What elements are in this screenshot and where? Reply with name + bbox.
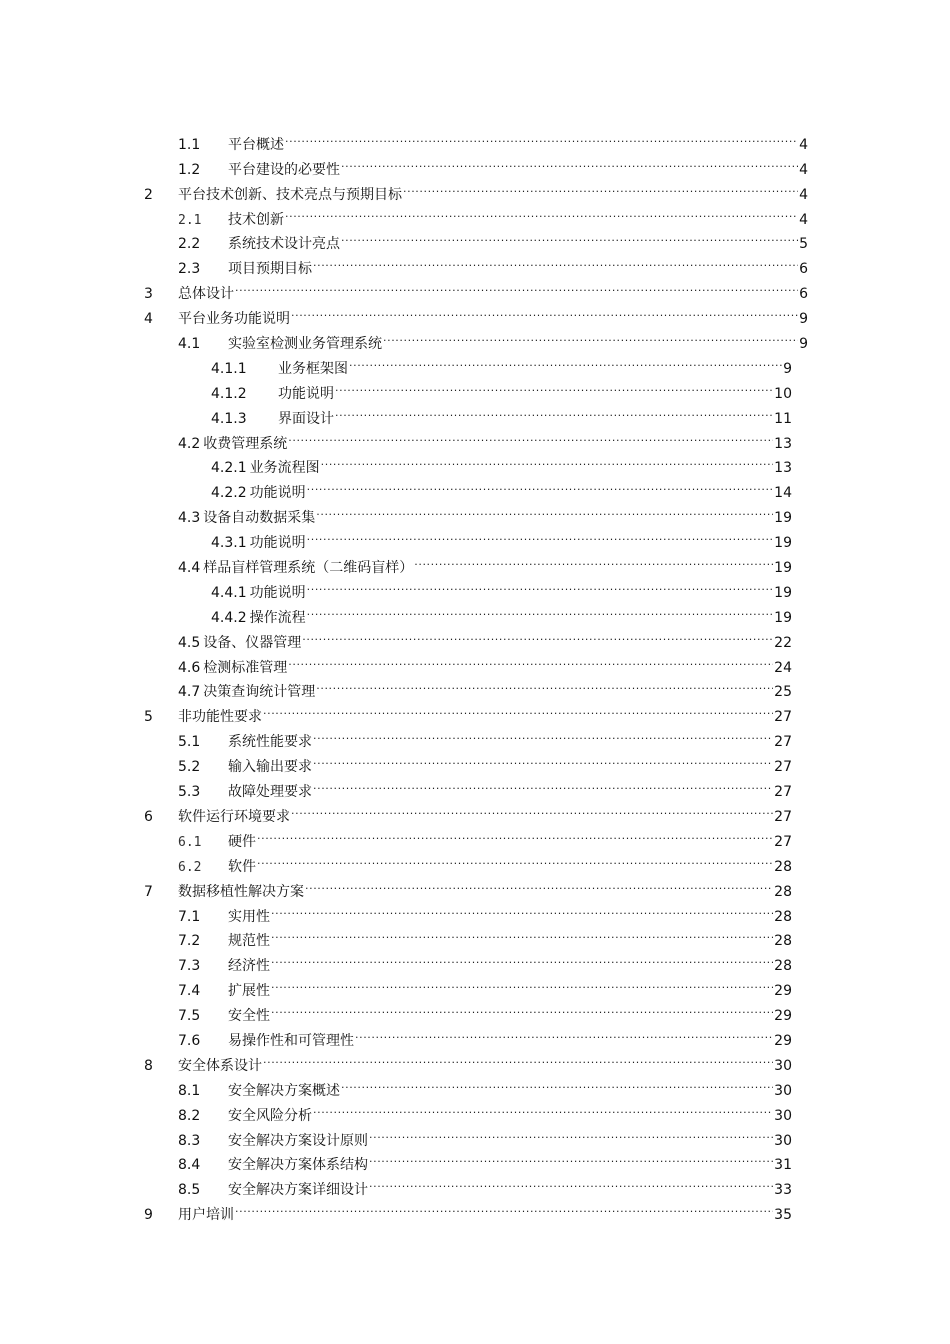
toc-entry-number: 4.4 [178,560,201,577]
toc-entry-title: 故障处理要求 [228,784,312,801]
toc-entry-number: 4.2.2 [211,485,247,502]
table-of-contents [0,124,950,1224]
toc-entry-number: 5.1 [178,734,201,751]
toc-entry-page: 29 [774,1032,792,1049]
toc-dot-leader [291,298,798,323]
toc-entry-number: 8.1 [178,1082,201,1099]
toc-entry[interactable] [0,597,950,626]
toc-entry-page: 29 [774,983,792,1000]
toc-entry-page: 4 [799,211,808,228]
toc-entry-number: 7 [144,883,153,900]
toc-entry-page: 27 [774,759,792,776]
toc-entry-title: 实验室检测业务管理系统 [228,336,382,353]
toc-dot-leader [341,1070,773,1095]
toc-entry[interactable] [0,373,950,402]
toc-entry-number: 4.6 [178,659,201,676]
toc-entry-page: 4 [799,186,808,203]
toc-entry-title: 安全风险分析 [228,1107,312,1124]
toc-dot-leader [355,1020,773,1045]
toc-entry-title: 功能说明 [278,385,334,402]
toc-entry-title: 设备自动数据采集 [203,510,316,527]
toc-entry-number: 7.5 [178,1008,201,1025]
toc-entry-number: 4.3 [178,510,201,527]
toc-dot-leader [321,448,774,473]
toc-dot-leader [313,721,773,746]
toc-entry-title: 决策查询统计管理 [203,684,316,701]
toc-dot-leader [313,771,773,796]
toc-entry-page: 28 [774,908,792,925]
toc-entry-page: 27 [774,833,792,850]
toc-entry-title: 软件 [228,858,256,875]
toc-entry[interactable] [0,398,950,427]
toc-entry[interactable] [0,572,950,601]
toc-entry-page: 29 [774,1008,792,1025]
toc-entry-page: 30 [774,1132,792,1149]
toc-entry-number: 4.3.1 [211,535,247,552]
toc-entry-title: 输入输出要求 [228,759,312,776]
toc-entry-page: 4 [799,136,808,153]
toc-entry[interactable] [0,821,950,850]
toc-entry-number: 6 [144,808,153,825]
toc-dot-leader [313,1095,773,1120]
toc-entry[interactable] [0,423,950,452]
toc-entry-page: 19 [774,510,792,527]
toc-entry-page: 6 [799,286,808,303]
toc-entry-page: 24 [774,659,792,676]
toc-entry[interactable] [0,721,950,751]
toc-dot-leader [335,398,773,423]
toc-dot-leader [291,796,773,821]
toc-entry-page: 22 [774,634,792,651]
toc-entry-page: 27 [774,784,792,801]
toc-entry-page: 35 [774,1207,792,1224]
toc-entry-title: 安全解决方案概述 [228,1082,340,1099]
toc-entry-number: 2.2 [178,236,201,253]
toc-entry-page: 28 [774,958,792,975]
toc-entry-title: 平台技术创新、技术亮点与预期目标 [178,186,402,203]
toc-entry-page: 30 [774,1107,792,1124]
toc-entry[interactable] [0,1145,950,1174]
toc-entry-number: 8.4 [178,1157,201,1174]
toc-entry-number: 4.1.3 [211,410,247,427]
toc-dot-leader [307,572,774,597]
toc-entry[interactable] [0,1045,950,1074]
toc-dot-leader [271,970,773,995]
toc-entry-page: 30 [774,1057,792,1074]
toc-dot-leader [263,696,773,721]
toc-entry-page: 28 [774,933,792,950]
toc-entry-number: 7.2 [178,933,201,950]
toc-dot-leader [288,647,773,672]
toc-entry[interactable] [0,995,950,1025]
toc-entry[interactable] [0,1070,950,1099]
toc-entry-number: 7.1 [178,908,201,925]
toc-entry-title: 安全体系设计 [178,1057,262,1074]
toc-entry-number: 8.2 [178,1107,201,1124]
toc-entry-number: 6.1 [178,834,202,850]
toc-entry-title: 系统技术设计亮点 [228,236,340,253]
toc-entry-title: 易操作性和可管理性 [228,1032,354,1049]
toc-entry-number: 7.3 [178,958,201,975]
toc-entry-page: 33 [774,1182,792,1199]
toc-entry-page: 13 [774,460,792,477]
toc-entry[interactable] [0,746,950,776]
toc-entry-title: 用户培训 [178,1207,234,1224]
toc-dot-leader [271,995,773,1020]
toc-entry-page: 6 [799,261,808,278]
toc-entry-number: 4.4.1 [211,584,247,601]
toc-entry[interactable] [0,846,950,875]
toc-entry-title: 非功能性要求 [178,709,262,726]
toc-entry-title: 项目预期目标 [228,261,312,278]
toc-entry-page: 19 [774,560,792,577]
toc-dot-leader [271,945,773,970]
toc-entry-title: 安全解决方案详细设计 [228,1182,368,1199]
toc-dot-leader [316,497,773,522]
toc-entry-title: 软件运行环境要求 [178,808,290,825]
toc-entry-title: 操作流程 [249,609,306,626]
toc-dot-leader [369,1145,773,1170]
toc-entry-title: 业务框架图 [278,360,348,377]
toc-entry[interactable] [0,1194,950,1224]
toc-entry-title: 收费管理系统 [203,435,288,452]
toc-entry[interactable] [0,497,950,527]
toc-entry[interactable] [0,647,950,676]
toc-entry-number: 7.4 [178,983,201,1000]
toc-dot-leader [341,149,798,174]
toc-entry-title: 功能说明 [249,584,306,601]
toc-dot-leader [271,921,773,946]
toc-entry-title: 安全解决方案体系结构 [228,1157,368,1174]
toc-entry-number: 2.3 [178,261,201,278]
toc-entry-title: 业务流程图 [249,460,320,477]
toc-entry-number: 2 [144,186,153,203]
toc-entry-number: 4.2.1 [211,460,247,477]
toc-entry-number: 5.3 [178,784,201,801]
toc-entry-page: 19 [774,584,792,601]
toc-entry-title: 设备、仪器管理 [203,634,302,651]
toc-entry-number: 3 [144,286,153,303]
toc-entry-title: 技术创新 [228,211,284,228]
toc-dot-leader [288,423,773,448]
toc-entry-page: 9 [783,360,792,377]
toc-dot-leader [313,746,773,771]
toc-dot-leader [313,248,798,273]
toc-entry-page: 14 [774,485,792,502]
toc-entry[interactable] [0,1120,950,1149]
toc-dot-leader [257,821,773,846]
toc-dot-leader [369,1120,773,1145]
toc-entry[interactable] [0,622,950,651]
toc-entry-number: 4.2 [178,435,201,452]
toc-dot-leader [307,472,774,497]
toc-entry-title: 总体设计 [178,286,234,303]
toc-entry-page: 5 [799,236,808,253]
toc-entry[interactable] [0,796,950,825]
toc-dot-leader [302,622,773,647]
toc-entry[interactable] [0,672,950,701]
toc-dot-leader [307,522,774,547]
toc-entry-title: 平台建设的必要性 [228,161,340,178]
toc-entry-page: 4 [799,161,808,178]
toc-entry-number: 4.7 [178,684,201,701]
toc-dot-leader [383,323,798,348]
toc-entry-number: 1.1 [178,136,201,153]
toc-dot-leader [285,199,798,224]
toc-entry-title: 系统性能要求 [228,734,312,751]
toc-entry[interactable] [0,1095,950,1124]
toc-entry[interactable] [0,921,950,950]
toc-entry-title: 样品盲样管理系统（二维码盲样） [203,560,414,577]
toc-entry-number: 6.2 [178,859,202,875]
toc-entry-number: 4.1 [178,336,201,353]
toc-entry-page: 9 [799,336,808,353]
toc-dot-leader [414,547,773,572]
toc-entry[interactable] [0,896,950,925]
toc-dot-leader [257,846,773,871]
toc-entry[interactable] [0,970,950,1000]
toc-entry[interactable] [0,1169,950,1199]
toc-entry-number: 4.1.1 [211,360,247,377]
toc-entry-number: 1.2 [178,161,201,178]
toc-entry-title: 安全解决方案设计原则 [228,1132,368,1149]
toc-entry-number: 4.1.2 [211,385,247,402]
toc-entry-title: 硬件 [228,833,256,850]
toc-entry[interactable] [0,696,950,726]
toc-entry-number: 7.6 [178,1032,201,1049]
toc-entry-page: 28 [774,883,792,900]
toc-entry-title: 数据移植性解决方案 [178,883,304,900]
toc-entry-page: 27 [774,808,792,825]
toc-entry-page: 27 [774,734,792,751]
toc-entry-page: 25 [774,684,792,701]
toc-dot-leader [349,348,782,373]
toc-entry-title: 规范性 [228,933,270,950]
toc-entry-title: 经济性 [228,958,270,975]
toc-entry[interactable] [0,945,950,975]
toc-entry-page: 28 [774,858,792,875]
toc-entry-page: 9 [799,311,808,328]
toc-entry-title: 扩展性 [228,983,270,1000]
toc-entry-number: 9 [144,1207,153,1224]
toc-entry-number: 5.2 [178,759,201,776]
toc-dot-leader [235,273,798,298]
toc-entry-number: 8.5 [178,1182,201,1199]
toc-dot-leader [335,373,773,398]
toc-dot-leader [369,1169,773,1194]
toc-entry[interactable] [0,547,950,577]
toc-entry-title: 平台概述 [228,136,284,153]
toc-entry[interactable] [0,1020,950,1049]
toc-entry-title: 功能说明 [249,535,306,552]
toc-entry-title: 界面设计 [278,410,334,427]
toc-entry-page: 31 [774,1157,792,1174]
toc-entry[interactable] [0,124,950,153]
toc-entry[interactable] [0,522,950,552]
toc-entry-page: 19 [774,609,792,626]
toc-dot-leader [235,1194,773,1219]
toc-entry[interactable] [0,472,950,502]
toc-entry-number: 5 [144,709,153,726]
toc-entry[interactable] [0,771,950,801]
toc-entry-page: 10 [774,385,792,402]
toc-entry-page: 13 [774,435,792,452]
toc-dot-leader [316,672,773,697]
toc-entry-number: 2.1 [178,212,202,228]
toc-entry-title: 检测标准管理 [203,659,288,676]
toc-dot-leader [263,1045,773,1070]
toc-entry-page: 27 [774,709,792,726]
toc-entry-page: 11 [774,410,792,427]
toc-entry-page: 30 [774,1082,792,1099]
toc-entry[interactable] [0,871,950,900]
toc-entry-number: 4.5 [178,634,201,651]
toc-dot-leader [403,174,798,199]
toc-dot-leader [307,597,774,622]
toc-entry-title: 平台业务功能说明 [178,311,290,328]
toc-entry[interactable] [0,448,950,477]
toc-entry-title: 安全性 [228,1008,270,1025]
toc-entry-number: 8 [144,1057,153,1074]
toc-entry-title: 实用性 [228,908,270,925]
toc-dot-leader [341,224,798,249]
toc-entry-page: 19 [774,535,792,552]
toc-dot-leader [305,871,773,896]
toc-entry-number: 8.3 [178,1132,201,1149]
toc-entry-number: 4.4.2 [211,609,247,626]
toc-dot-leader [285,124,798,149]
toc-dot-leader [271,896,773,921]
toc-entry-number: 4 [144,311,153,328]
toc-entry-title: 功能说明 [249,485,306,502]
